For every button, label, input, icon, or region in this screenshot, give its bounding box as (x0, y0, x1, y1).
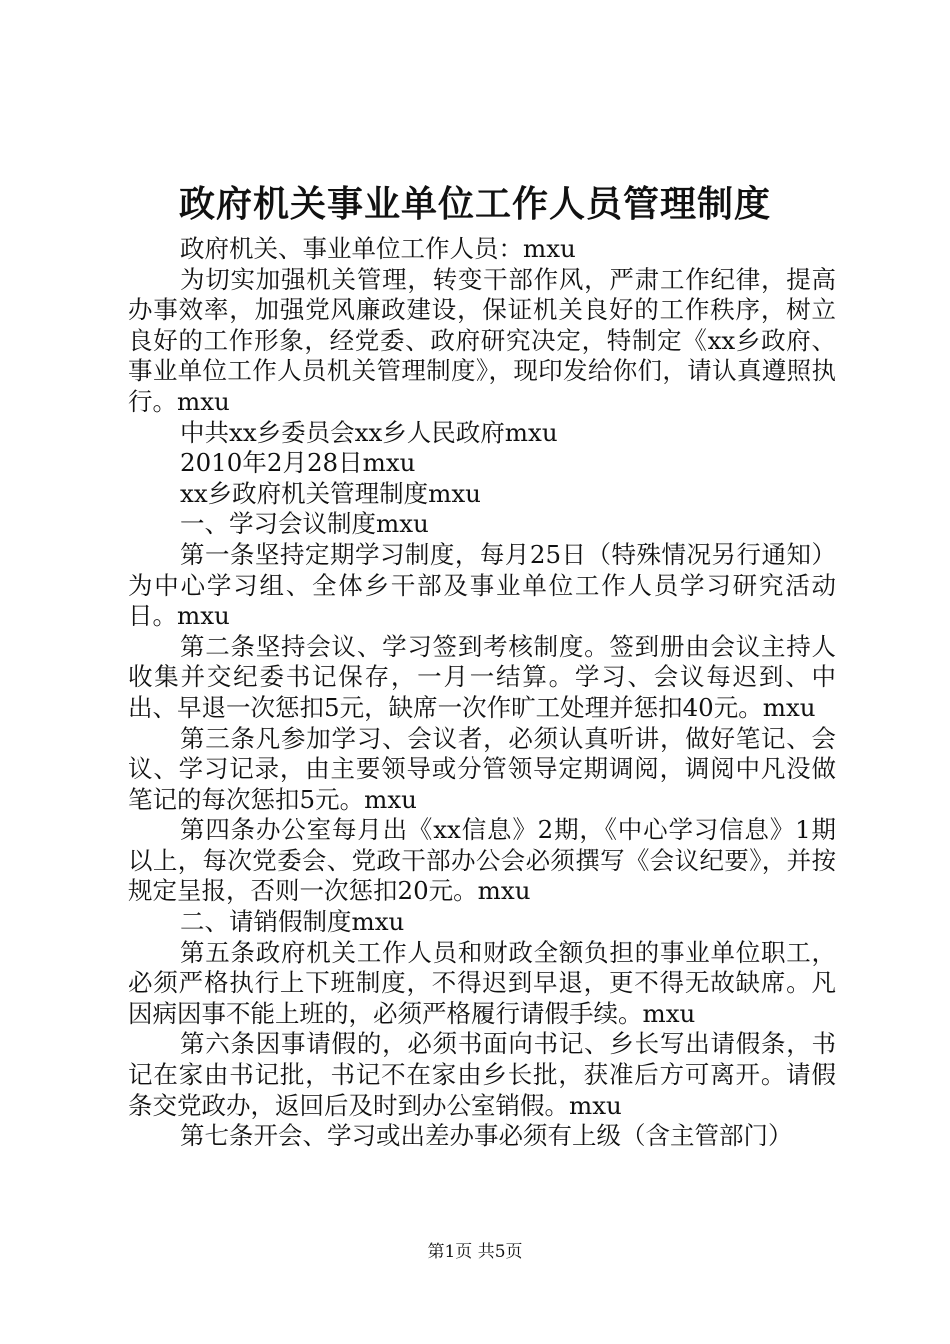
paragraph: 第五条政府机关工作人员和财政全额负担的事业单位职工，必须严格执行上下班制度，不得迟到早退，更不得无故缺席。凡因病因事不能上班的，必须严格履行请假手续。mxu (128, 937, 836, 1028)
paragraph: 2010年2月28日mxu (180, 448, 416, 478)
paragraph: 第一条坚持定期学习制度，每月25日（特殊情况另行通知）为中心学习组、全体乡干部及事业单位工作人员学习研究活动日。mxu (128, 539, 836, 631)
paragraph: xx乡政府机关管理制度mxu (180, 478, 481, 508)
page-footer: 第1页 共5页 (427, 1242, 523, 1262)
paragraph: 二、请销假制度mxu (180, 907, 405, 937)
paragraph: 第七条开会、学习或出差办事必须有上级（含主管部门） (180, 1121, 793, 1151)
paragraph: 第四条办公室每月出《xx信息》2期，《中心学习信息》1期以上，每次党委会、党政干部办公会必须撰写《会议纪要》，并按规定呈报，否则一次惩扣20元。mxu (128, 815, 836, 906)
paragraph: 第三条凡参加学习、会议者，必须认真听讲，做好笔记、会议、学习记录，由主要领导或分管领导定期调阅，调阅中凡没做笔记的每次惩扣5元。mxu (128, 723, 836, 814)
paragraph: 第六条因事请假的，必须书面向书记、乡长写出请假条，书记在家由书记批，书记不在家由乡长批，获准后方可离开。请假条交党政办，返回后及时到办公室销假。mxu (128, 1029, 836, 1120)
paragraph: 政府机关、事业单位工作人员：mxu (180, 234, 576, 263)
paragraph: 一、学习会议制度mxu (180, 509, 429, 539)
document-title: 政府机关事业单位工作人员管理制度 (178, 183, 771, 225)
paragraph: 中共xx乡委员会xx乡人民政府mxu (180, 417, 558, 447)
paragraph: 第二条坚持会议、学习签到考核制度。签到册由会议主持人收集并交纪委书记保存，一月一结算。学习、会议每迟到、中出、早退一次惩扣5元，缺席一次作旷工处理并惩扣40元。mxu (128, 631, 836, 722)
paragraph: 为切实加强机关管理，转变干部作风，严肃工作纪律，提高办事效率，加强党风廉政建设，保证机关良好的工作秩序，树立良好的工作形象，经党委、政府研究决定，特制定《xx乡政府、事业单位工作人员机关管理制度》，现印发给你们，请认真遵照执行。mxu (128, 264, 836, 416)
document-body (128, 234, 836, 1152)
